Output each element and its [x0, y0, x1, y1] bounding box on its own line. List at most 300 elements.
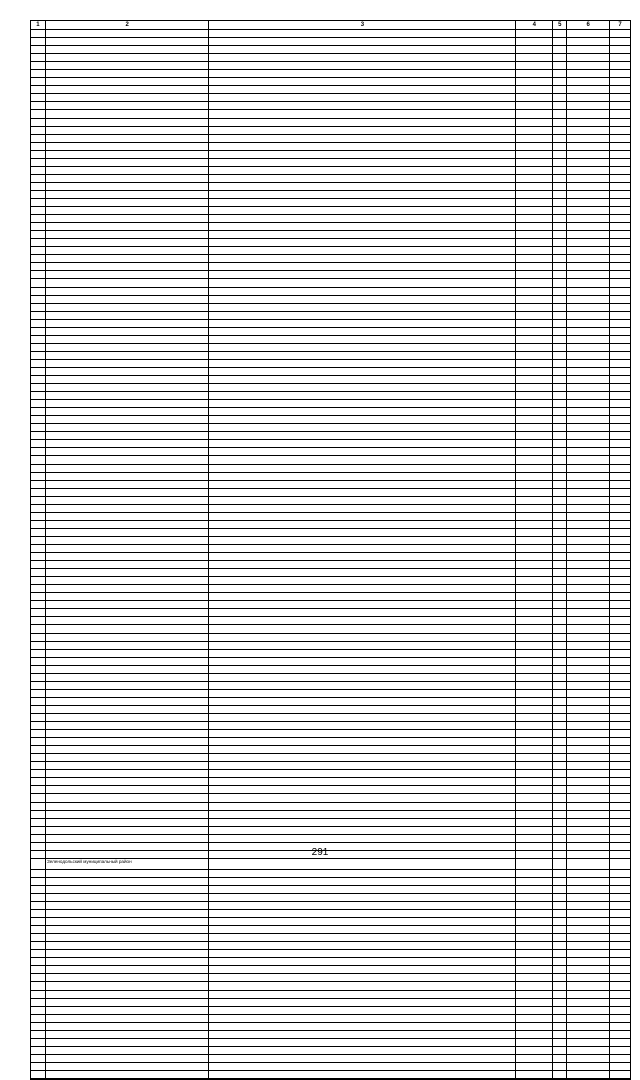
- table-cell: [516, 167, 553, 174]
- table-cell: [31, 770, 46, 777]
- table-row: [31, 569, 630, 577]
- table-cell: [31, 966, 46, 973]
- table-cell: [516, 746, 553, 753]
- table-cell: [46, 408, 209, 415]
- table-cell: [553, 352, 567, 359]
- table-row: [31, 521, 630, 529]
- table-row: [31, 577, 630, 585]
- table-cell: [46, 135, 209, 142]
- table-cell: [31, 585, 46, 592]
- table-cell: [516, 794, 553, 801]
- table-cell: [516, 1031, 553, 1038]
- table-cell: [46, 296, 209, 303]
- table-cell: [610, 642, 630, 649]
- table-cell: [31, 982, 46, 989]
- table-cell: [553, 794, 567, 801]
- table-cell: [31, 811, 46, 818]
- table-cell: [567, 982, 610, 989]
- table-cell: [553, 167, 567, 174]
- table-cell: [553, 424, 567, 431]
- table-cell: [516, 175, 553, 182]
- table-cell: [31, 288, 46, 295]
- table-cell: [31, 569, 46, 576]
- table-cell: [209, 255, 516, 262]
- table-cell: [567, 730, 610, 737]
- table-cell: [31, 328, 46, 335]
- table-row: [31, 38, 630, 46]
- table-body-top: [31, 30, 630, 859]
- table-cell: [31, 456, 46, 463]
- table-cell: [46, 1063, 209, 1070]
- table-cell: [610, 674, 630, 681]
- table-cell: [46, 1023, 209, 1030]
- table-cell: [610, 360, 630, 367]
- table-cell: [553, 585, 567, 592]
- table-cell: [516, 553, 553, 560]
- table-cell: [46, 569, 209, 576]
- table-cell: [31, 489, 46, 496]
- table-cell: [209, 78, 516, 85]
- table-cell: [610, 456, 630, 463]
- table-cell: [31, 886, 46, 893]
- table-cell: [31, 794, 46, 801]
- table-cell: [31, 271, 46, 278]
- table-cell: [31, 119, 46, 126]
- table-cell: [31, 1023, 46, 1030]
- table-cell: [567, 658, 610, 665]
- table-cell: [209, 110, 516, 117]
- table-cell: [553, 1007, 567, 1014]
- table-cell: [46, 698, 209, 705]
- table-cell: [567, 886, 610, 893]
- table-row: [31, 1015, 630, 1023]
- table-cell: [610, 746, 630, 753]
- table-row: [31, 207, 630, 215]
- table-cell: [209, 974, 516, 981]
- table-cell: [553, 497, 567, 504]
- table-cell: [610, 344, 630, 351]
- table-cell: [46, 585, 209, 592]
- table-cell: [553, 569, 567, 576]
- table-cell: [31, 481, 46, 488]
- table-cell: [209, 416, 516, 423]
- table-cell: [567, 942, 610, 949]
- table-cell: [610, 215, 630, 222]
- table-cell: [31, 376, 46, 383]
- table-cell: [553, 215, 567, 222]
- table-cell: [209, 958, 516, 965]
- table-cell: [567, 110, 610, 117]
- table-row: [31, 215, 630, 223]
- table-cell: [567, 304, 610, 311]
- table-cell: [209, 344, 516, 351]
- table-cell: [46, 255, 209, 262]
- table-cell: [610, 625, 630, 632]
- table-row: [31, 255, 630, 263]
- table-cell: [31, 819, 46, 826]
- table-row: [31, 730, 630, 738]
- table-row: [31, 497, 630, 505]
- table-cell: [610, 650, 630, 657]
- table-cell: [567, 926, 610, 933]
- table-cell: [567, 642, 610, 649]
- table-cell: [553, 1031, 567, 1038]
- table-cell: [46, 609, 209, 616]
- table-cell: [46, 754, 209, 761]
- table-cell: [209, 481, 516, 488]
- table-cell: [567, 30, 610, 37]
- table-cell: [610, 191, 630, 198]
- table-cell: [553, 151, 567, 158]
- table-cell: [610, 886, 630, 893]
- table-cell: [46, 143, 209, 150]
- table-row: [31, 86, 630, 94]
- table-cell: [209, 878, 516, 885]
- table-cell: [610, 465, 630, 472]
- table-row: [31, 786, 630, 794]
- table-cell: [31, 465, 46, 472]
- table-cell: [209, 617, 516, 624]
- table-cell: [31, 1055, 46, 1062]
- table-cell: [567, 918, 610, 925]
- table-cell: [567, 513, 610, 520]
- table-cell: [516, 183, 553, 190]
- table-cell: [610, 78, 630, 85]
- table-cell: [516, 279, 553, 286]
- table-cell: [209, 722, 516, 729]
- table-cell: [567, 119, 610, 126]
- table-cell: [567, 1071, 610, 1078]
- table-cell: [46, 1007, 209, 1014]
- table-cell: [209, 1031, 516, 1038]
- table-cell: [31, 135, 46, 142]
- table-cell: [46, 368, 209, 375]
- table-cell: [46, 344, 209, 351]
- table-cell: [46, 690, 209, 697]
- table-cell: [209, 400, 516, 407]
- table-cell: [516, 392, 553, 399]
- table-cell: [46, 247, 209, 254]
- table-row: [31, 368, 630, 376]
- table-cell: [610, 585, 630, 592]
- table-cell: [46, 835, 209, 842]
- table-cell: [209, 320, 516, 327]
- table-cell: [516, 255, 553, 262]
- table-cell: [46, 1031, 209, 1038]
- table-cell: [31, 440, 46, 447]
- table-cell: [610, 424, 630, 431]
- table-cell: [31, 803, 46, 810]
- table-row: [31, 199, 630, 207]
- table-row: [31, 127, 630, 135]
- table-cell: [31, 215, 46, 222]
- table-cell: [46, 811, 209, 818]
- table-cell: [516, 642, 553, 649]
- table-row: [31, 706, 630, 714]
- table-cell: [567, 328, 610, 335]
- table-cell: [209, 432, 516, 439]
- table-cell: [209, 926, 516, 933]
- table-cell: [209, 54, 516, 61]
- table-cell: [46, 392, 209, 399]
- table-row: [31, 304, 630, 312]
- table-cell: [209, 473, 516, 480]
- table-cell: [46, 738, 209, 745]
- table-cell: [610, 231, 630, 238]
- table-row: [31, 819, 630, 827]
- table-row: [31, 537, 630, 545]
- table-cell: [31, 102, 46, 109]
- table-cell: [46, 666, 209, 673]
- table-cell: [567, 770, 610, 777]
- table-cell: [516, 191, 553, 198]
- table-cell: [610, 706, 630, 713]
- table-cell: [31, 926, 46, 933]
- table-cell: [553, 982, 567, 989]
- table-cell: [610, 432, 630, 439]
- table-cell: [209, 650, 516, 657]
- table-row: [31, 625, 630, 633]
- table-cell: [209, 376, 516, 383]
- table-cell: [31, 593, 46, 600]
- table-cell: [610, 497, 630, 504]
- table-cell: [553, 360, 567, 367]
- table-cell: [209, 183, 516, 190]
- table-row: [31, 78, 630, 86]
- table-cell: [31, 191, 46, 198]
- table-cell: [46, 239, 209, 246]
- table-cell: [567, 247, 610, 254]
- table-cell: [31, 658, 46, 665]
- table-cell: [610, 119, 630, 126]
- table-cell: [553, 545, 567, 552]
- works-table: [30, 20, 631, 1080]
- table-row: [31, 714, 630, 722]
- table-cell: [610, 110, 630, 117]
- table-cell: [610, 384, 630, 391]
- table-cell: [46, 440, 209, 447]
- table-cell: [31, 167, 46, 174]
- table-cell: [610, 159, 630, 166]
- table-row: [31, 54, 630, 62]
- table-cell: [209, 934, 516, 941]
- table-row: [31, 878, 630, 886]
- table-cell: [31, 894, 46, 901]
- table-cell: [553, 878, 567, 885]
- table-cell: [610, 320, 630, 327]
- table-cell: [46, 288, 209, 295]
- table-cell: [31, 336, 46, 343]
- table-cell: [31, 958, 46, 965]
- table-cell: [209, 601, 516, 608]
- table-row: [31, 102, 630, 110]
- table-cell: [46, 328, 209, 335]
- table-cell: [516, 537, 553, 544]
- table-row: [31, 328, 630, 336]
- table-cell: [46, 110, 209, 117]
- table-cell: [31, 746, 46, 753]
- table-cell: [31, 432, 46, 439]
- table-cell: [31, 473, 46, 480]
- table-cell: [610, 682, 630, 689]
- table-cell: [610, 569, 630, 576]
- table-cell: [209, 870, 516, 877]
- table-cell: [46, 934, 209, 941]
- table-cell: [553, 489, 567, 496]
- table-cell: [31, 601, 46, 608]
- table-cell: [516, 70, 553, 77]
- table-cell: [31, 70, 46, 77]
- table-cell: [610, 553, 630, 560]
- table-cell: [553, 934, 567, 941]
- table-cell: [553, 609, 567, 616]
- table-cell: [209, 819, 516, 826]
- table-cell: [567, 934, 610, 941]
- table-cell: [553, 894, 567, 901]
- table-row: [31, 119, 630, 127]
- table-row: [31, 609, 630, 617]
- table-row: [31, 950, 630, 958]
- table-cell: [610, 127, 630, 134]
- table-cell: [567, 999, 610, 1006]
- table-cell: [553, 738, 567, 745]
- table-cell: [610, 803, 630, 810]
- table-cell: [209, 529, 516, 536]
- table-cell: [553, 46, 567, 53]
- table-row: [31, 247, 630, 255]
- table-cell: [610, 392, 630, 399]
- table-cell: [31, 62, 46, 69]
- table-row: [31, 263, 630, 271]
- table-cell: [31, 239, 46, 246]
- table-cell: [553, 62, 567, 69]
- table-cell: [209, 368, 516, 375]
- table-cell: [610, 762, 630, 769]
- table-cell: [516, 127, 553, 134]
- table-row: [31, 30, 630, 38]
- table-cell: [553, 918, 567, 925]
- table-row: [31, 835, 630, 843]
- table-cell: [567, 440, 610, 447]
- table-cell: [553, 392, 567, 399]
- page-number: 291: [311, 847, 329, 858]
- table-cell: [610, 247, 630, 254]
- table-cell: [46, 870, 209, 877]
- table-cell: [516, 328, 553, 335]
- table-row: [31, 770, 630, 778]
- table-cell: [31, 223, 46, 230]
- table-cell: [209, 62, 516, 69]
- table-cell: [567, 650, 610, 657]
- table-cell: [31, 714, 46, 721]
- table-cell: [553, 601, 567, 608]
- table-cell: [567, 991, 610, 998]
- table-cell: [516, 473, 553, 480]
- table-cell: [567, 529, 610, 536]
- table-cell: [209, 352, 516, 359]
- table-cell: [516, 489, 553, 496]
- table-cell: [567, 1031, 610, 1038]
- table-cell: [516, 465, 553, 472]
- table-cell: [610, 1015, 630, 1022]
- table-cell: [610, 489, 630, 496]
- table-cell: [610, 811, 630, 818]
- table-cell: [516, 336, 553, 343]
- table-cell: [553, 271, 567, 278]
- table-cell: [567, 223, 610, 230]
- table-cell: [31, 617, 46, 624]
- table-cell: [567, 819, 610, 826]
- table-row: [31, 336, 630, 344]
- table-cell: [567, 754, 610, 761]
- table-cell: [567, 746, 610, 753]
- table-cell: [46, 991, 209, 998]
- table-cell: [516, 456, 553, 463]
- table-cell: [209, 1055, 516, 1062]
- table-cell: [567, 424, 610, 431]
- table-cell: [567, 698, 610, 705]
- table-cell: [516, 46, 553, 53]
- table-cell: [209, 999, 516, 1006]
- table-cell: [553, 827, 567, 834]
- table-cell: [46, 312, 209, 319]
- table-cell: [46, 336, 209, 343]
- table-cell: [553, 304, 567, 311]
- table-cell: [610, 199, 630, 206]
- table-cell: [46, 521, 209, 528]
- table-cell: [516, 999, 553, 1006]
- table-row: [31, 46, 630, 54]
- table-row: [31, 666, 630, 674]
- table-cell: [516, 223, 553, 230]
- table-cell: [610, 634, 630, 641]
- table-cell: [553, 54, 567, 61]
- table-cell: [209, 991, 516, 998]
- table-cell: [209, 440, 516, 447]
- table-cell: [31, 344, 46, 351]
- table-cell: [610, 835, 630, 842]
- table-cell: [516, 1071, 553, 1078]
- table-cell: [516, 545, 553, 552]
- table-cell: [46, 231, 209, 238]
- header-col-7: 7: [618, 22, 622, 28]
- table-row: [31, 70, 630, 78]
- table-cell: [567, 1039, 610, 1046]
- table-cell: [209, 46, 516, 53]
- table-row: [31, 529, 630, 537]
- table-cell: [31, 1071, 46, 1078]
- table-cell: [516, 738, 553, 745]
- table-cell: [516, 513, 553, 520]
- table-cell: [567, 288, 610, 295]
- table-row: [31, 926, 630, 934]
- table-row: [31, 999, 630, 1007]
- table-cell: [209, 456, 516, 463]
- table-row: [31, 982, 630, 990]
- table-cell: [567, 714, 610, 721]
- table-cell: [516, 384, 553, 391]
- table-cell: [209, 86, 516, 93]
- table-cell: [516, 505, 553, 512]
- table-cell: [516, 352, 553, 359]
- table-row: [31, 1063, 630, 1071]
- table-cell: [553, 910, 567, 917]
- table-cell: [567, 279, 610, 286]
- table-cell: [553, 1063, 567, 1070]
- table-cell: [516, 521, 553, 528]
- table-cell: [567, 561, 610, 568]
- table-cell: [610, 934, 630, 941]
